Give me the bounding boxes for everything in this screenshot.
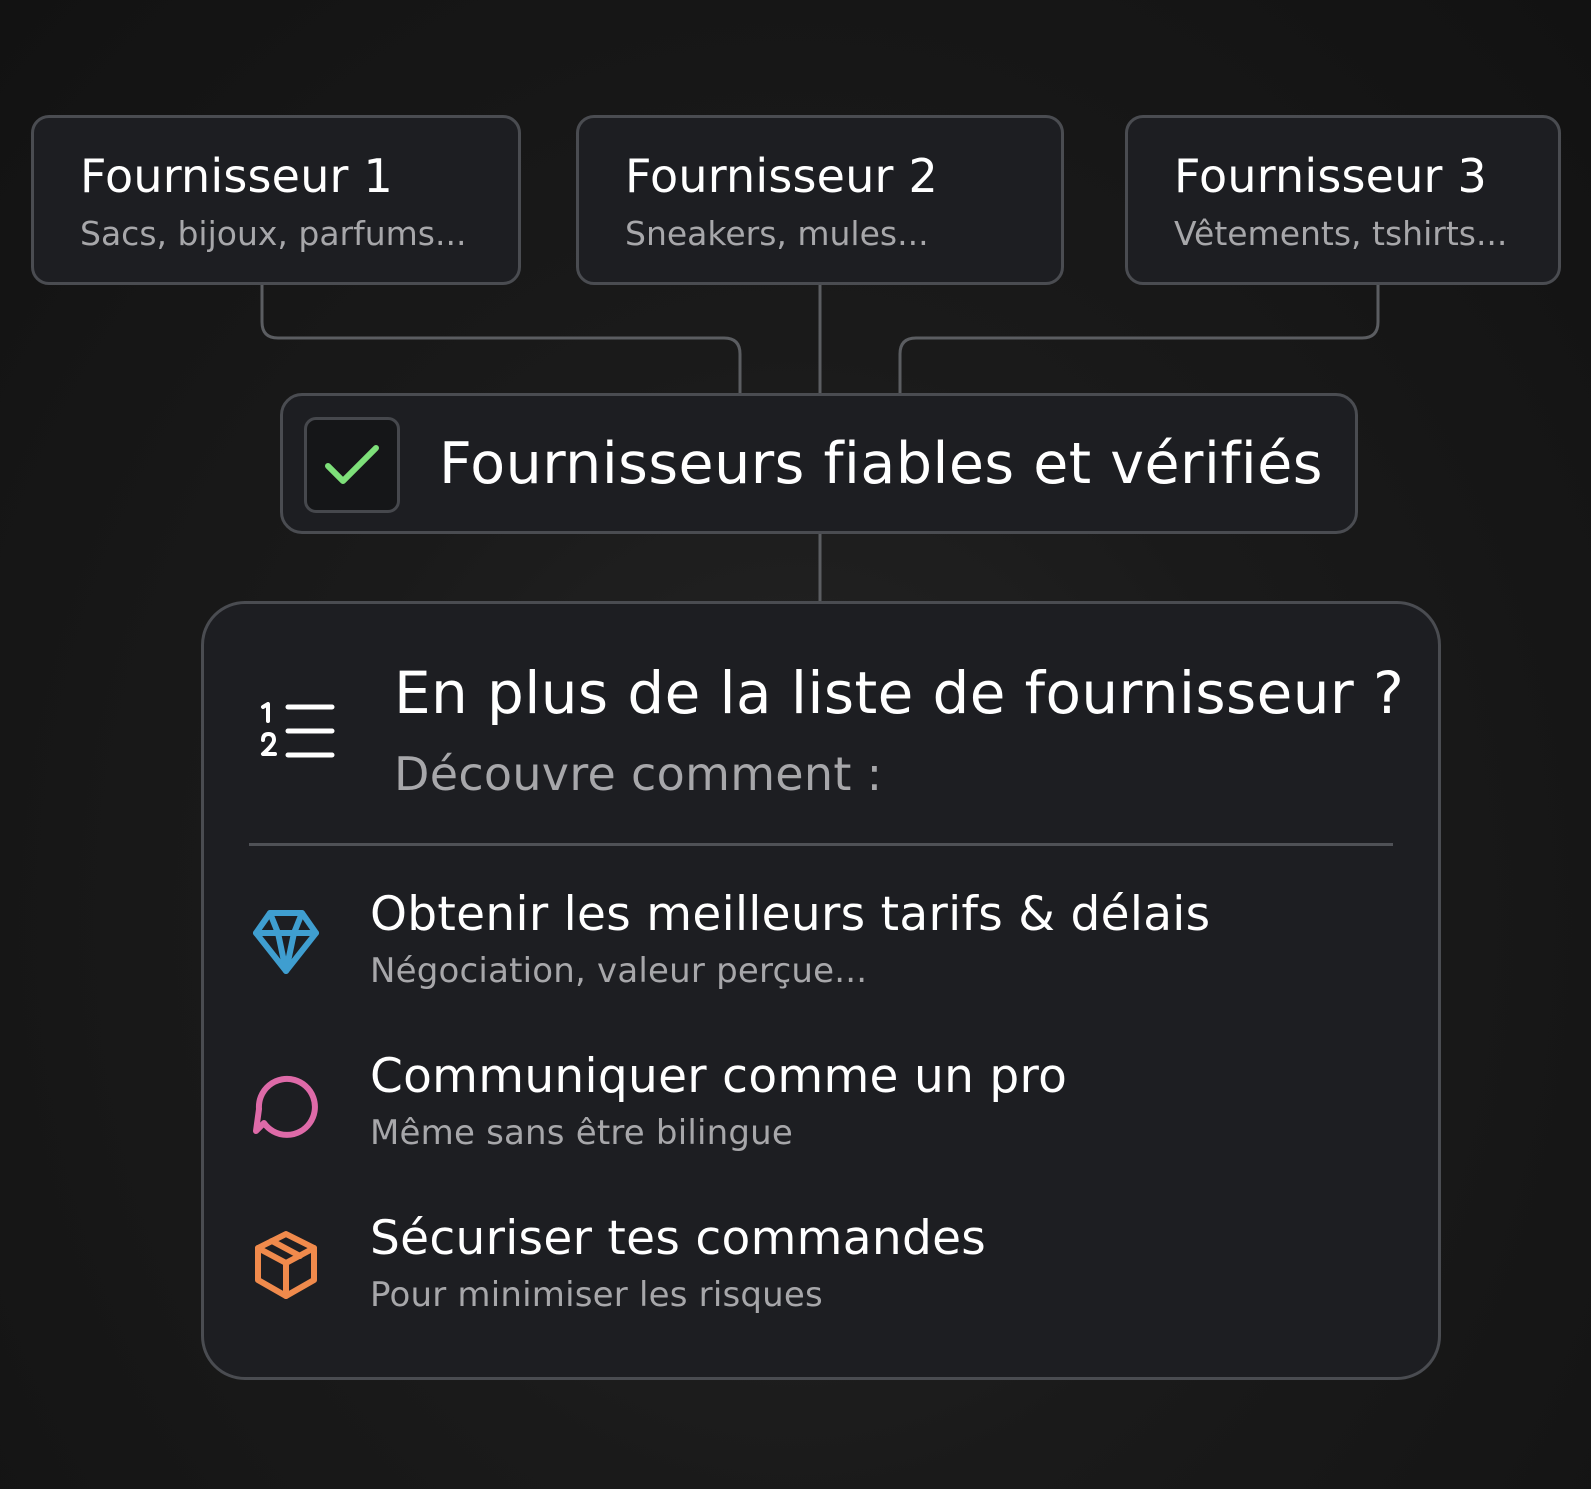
verified-suppliers-banner [280,393,1358,534]
card-divider [249,843,1393,846]
numbered-list-icon [259,702,339,762]
bonus-card [201,601,1441,1380]
supplier-subtitle: Sacs, bijoux, parfums... [80,214,467,253]
package-icon [252,1229,320,1301]
feature-title: Obtenir les meilleurs tarifs & délais [370,887,1211,942]
connector-supplier-1 [262,285,740,393]
supplier-title: Fournisseur 2 [625,149,938,203]
verified-label: Fournisseurs fiables et vérifiés [439,431,1323,497]
checkbox [304,417,400,513]
feature-item-pricing [204,887,1438,1017]
feature-title: Communiquer comme un pro [370,1049,1068,1104]
card-subtitle: Découvre comment : [394,747,883,801]
supplier-title: Fournisseur 1 [80,149,393,203]
supplier-card-3 [1125,115,1561,285]
check-icon [324,443,380,487]
feature-subtitle: Même sans être bilingue [370,1113,794,1153]
supplier-card-1 [31,115,521,285]
supplier-card-2 [576,115,1064,285]
feature-title: Sécuriser tes commandes [370,1211,987,1266]
chat-bubble-icon [252,1067,320,1139]
feature-item-communication [204,1049,1438,1179]
supplier-subtitle: Sneakers, mules... [625,214,929,253]
supplier-subtitle: Vêtements, tshirts... [1174,214,1508,253]
feature-item-security [204,1211,1438,1341]
supplier-title: Fournisseur 3 [1174,149,1487,203]
card-title: En plus de la liste de fournisseur ? [394,659,1405,727]
connector-supplier-3 [900,285,1378,393]
diamond-icon [252,905,320,977]
feature-subtitle: Pour minimiser les risques [370,1275,823,1315]
feature-subtitle: Négociation, valeur perçue... [370,951,868,991]
